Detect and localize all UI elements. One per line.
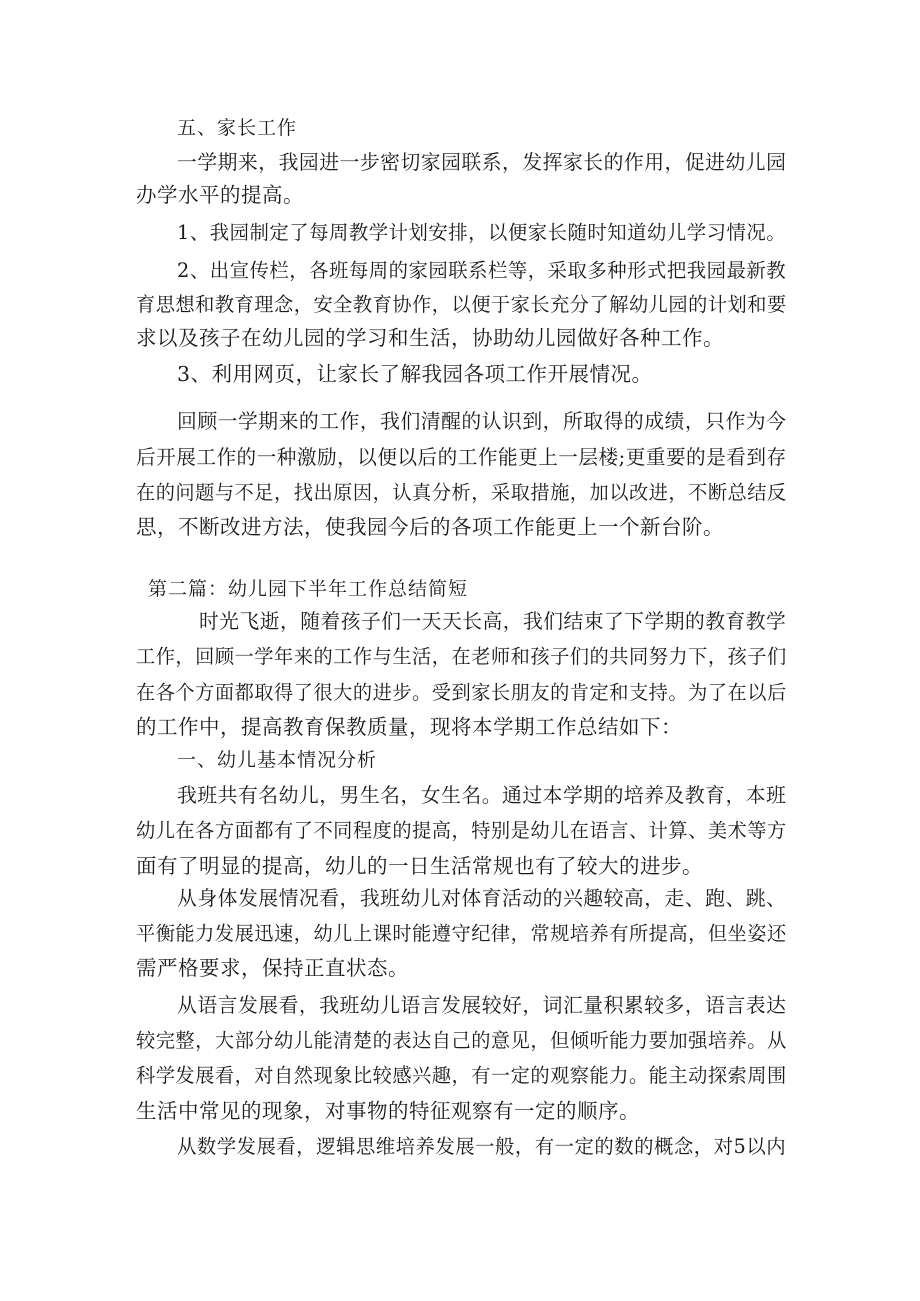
paragraph-physical-development: 从身体发展情况看，我班幼儿对体育活动的兴趣较高，走、跑、跳、 <box>177 887 787 910</box>
paragraph-line: 一学期来，我园进一步密切家园联系，发挥家长的作用，促进幼儿园 <box>177 151 787 174</box>
list-item-2: 2、出宣传栏，各班每周的家园联系栏等，采取多种形式把我园最新教 <box>177 259 787 282</box>
intro-paragraph-line: 工作，回顾一学年来的工作与生活，在老师和孩子们的共同努力下，孩子们 <box>136 645 787 668</box>
paragraph-line: 较完整，大部分幼儿能清楚的表达自己的意见，但倾听能力要加强培养。从 <box>136 1029 787 1052</box>
review-paragraph-line: 思，不断改进方法，使我园今后的各项工作能更上一个新台阶。 <box>136 515 724 539</box>
review-paragraph: 回顾一学期来的工作，我们清醒的认识到，所取得的成绩，只作为今 <box>177 410 787 433</box>
paragraph-language-development: 从语言发展看，我班幼儿语言发展较好，词汇量积累较多，语言表达 <box>177 994 787 1017</box>
paragraph-line: 办学水平的提高。 <box>136 183 304 207</box>
review-paragraph-line: 后开展工作的一种激励，以便以后的工作能更上一层楼;更重要的是看到存 <box>136 446 787 469</box>
paragraph-line: 生活中常见的现象，对事物的特征观察有一定的顺序。 <box>136 1099 640 1123</box>
intro-paragraph-line: 在各个方面都取得了很大的进步。受到家长朋友的肯定和支持。为了在以后 <box>136 681 787 704</box>
paragraph-class-overview: 我班共有名幼儿，男生名，女生名。通过本学期的培养及教育，本班 <box>177 784 787 807</box>
paragraph-line: 科学发展看，对自然现象比较感兴趣，有一定的观察能力。能主动探索周围 <box>136 1064 787 1087</box>
section-heading-parent-work: 五、家长工作 <box>177 117 298 139</box>
list-item-2-line: 求以及孩子在幼儿园的学习和生活，协助幼儿园做好各种工作。 <box>136 326 724 350</box>
paragraph-line: 面有了明显的提高，幼儿的一日生活常规也有了较大的进步。 <box>136 854 703 878</box>
section-heading-child-analysis: 一、幼儿基本情况分析 <box>177 749 378 771</box>
paragraph-line: 幼儿在各方面都有了不同程度的提高，特别是幼儿在语言、计算、美术等方 <box>136 819 787 842</box>
paragraph-line: 需严格要求，保持正直状态。 <box>136 956 409 980</box>
list-item-2-line: 育思想和教育理念，安全教育协作，以便于家长充分了解幼儿园的计划和要 <box>136 293 787 316</box>
paragraph-line: 平衡能力发展迅速，幼儿上课时能遵守纪律，常规培养有所提高，但坐姿还 <box>136 922 787 945</box>
list-item-3: 3、利用网页，让家长了解我园各项工作开展情况。 <box>177 362 653 386</box>
review-paragraph-line: 在的问题与不足，找出原因，认真分析，采取措施，加以改进，不断总结反 <box>136 481 787 504</box>
paragraph-math-development: 从数学发展看，逻辑思维培养发展一般，有一定的数的概念，对5以内 <box>177 1135 787 1158</box>
intro-paragraph: 时光飞逝，随着孩子们一天天长高，我们结束了下学期的教育教学 <box>199 610 787 633</box>
part-two-title: 第二篇：幼儿园下半年工作总结简短 <box>148 578 469 600</box>
list-item-1: 1、我园制定了每周教学计划安排，以便家长随时知道幼儿学习情况。 <box>177 221 787 244</box>
intro-paragraph-line: 的工作中，提高教育保教质量，现将本学期工作总结如下： <box>136 715 682 739</box>
